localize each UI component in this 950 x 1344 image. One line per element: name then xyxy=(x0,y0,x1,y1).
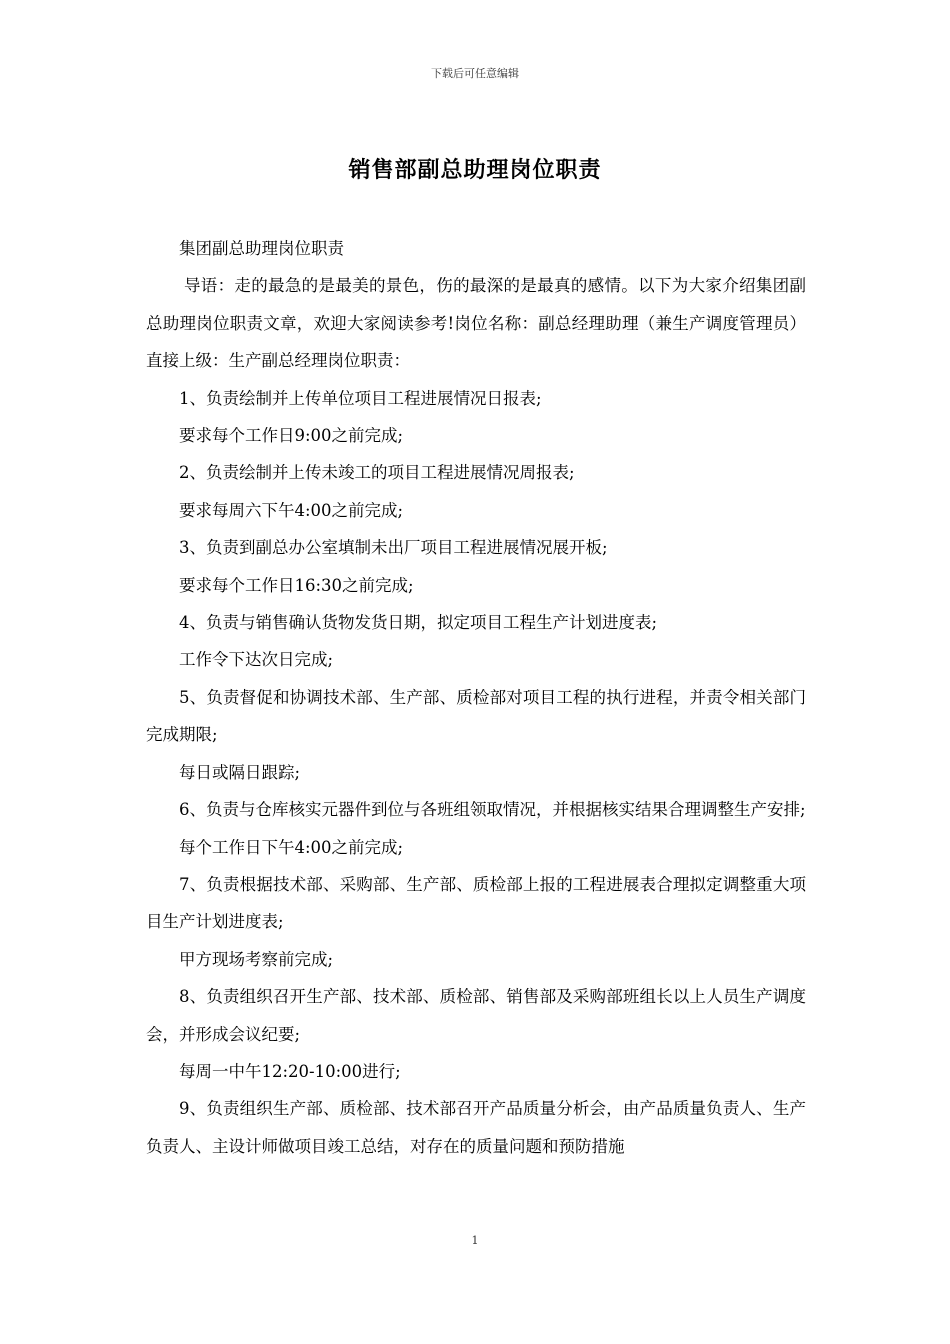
paragraph-duty-3: 3、负责到副总办公室填制未出厂项目工程进展情况展开板; xyxy=(179,538,608,558)
paragraph-requirement-3: 要求每个工作日16:30之前完成; xyxy=(179,575,414,595)
paragraph-duty-2: 2、负责绘制并上传未竣工的项目工程进展情况周报表; xyxy=(179,463,575,483)
paragraph-intro: 导语：走的最急的是最美的景色，伤的最深的是最真的感情。以下为大家介绍集团副总助理岗位职责文章，欢迎大家阅读参考!岗位名称：副总经理助理（兼生产调度管理员）直接上级：生产副总经理岗位职责： xyxy=(146,276,806,371)
paragraph-requirement-5: 每日或隔日跟踪; xyxy=(179,762,301,782)
page-number: 1 xyxy=(471,1234,479,1247)
paragraph-duty-4: 4、负责与销售确认货物发货日期，拟定项目工程生产计划进度表; xyxy=(179,613,658,633)
paragraph-requirement-6: 每个工作日下午4:00之前完成; xyxy=(179,837,404,857)
paragraph-requirement-4: 工作令下达次日完成; xyxy=(179,650,334,670)
paragraph-duty-9: 9、负责组织生产部、质检部、技术部召开产品质量分析会，由产品质量负责人、生产负责人、主设计师做项目竣工总结，对存在的质量问题和预防措施 xyxy=(146,1099,806,1156)
paragraph-requirement-8: 每周一中午12:20-10:00进行; xyxy=(179,1061,401,1081)
paragraph-duty-8: 8、负责组织召开生产部、技术部、质检部、销售部及采购部班组长以上人员生产调度会，并形成会议纪要; xyxy=(146,987,806,1044)
paragraph-requirement-7: 甲方现场考察前完成; xyxy=(179,949,334,969)
document-title: 销售部副总助理岗位职责 xyxy=(348,157,602,183)
paragraph-requirement-2: 要求每周六下午4:00之前完成; xyxy=(179,500,404,520)
paragraph-subtitle: 集团副总助理岗位职责 xyxy=(179,239,344,258)
paragraph-duty-5: 5、负责督促和协调技术部、生产部、质检部对项目工程的执行进程，并责令相关部门完成期限; xyxy=(146,687,806,745)
header-note: 下载后可任意编辑 xyxy=(431,67,519,80)
paragraph-requirement-1: 要求每个工作日9:00之前完成; xyxy=(179,426,404,446)
paragraph-duty-7: 7、负责根据技术部、采购部、生产部、质检部上报的工程进展表合理拟定调整重大项目生产计划进度表; xyxy=(146,874,806,932)
document-body xyxy=(146,230,806,1165)
paragraph-duty-6: 6、负责与仓库核实元器件到位与各班组领取情况，并根据核实结果合理调整生产安排; xyxy=(179,800,806,820)
paragraph-duty-1: 1、负责绘制并上传单位项目工程进展情况日报表; xyxy=(179,388,542,408)
